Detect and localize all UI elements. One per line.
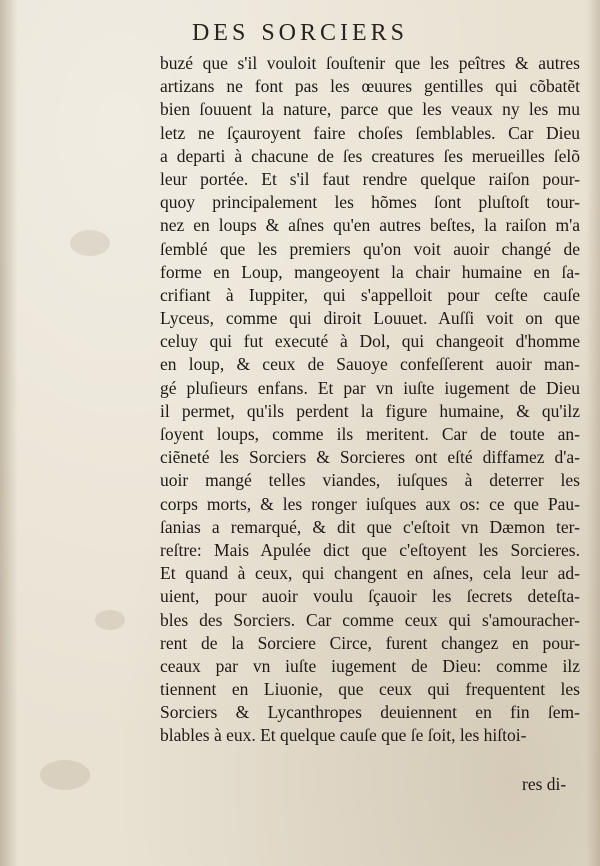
text-line: Et quand à ceux, qui changent en aſnes, cela leur ad- — [160, 563, 580, 584]
running-head-word: SORCIERS — [261, 20, 409, 46]
running-head-word: DES — [191, 20, 250, 46]
text-line: ciẽneté les Sorciers & Sorcieres ont eſté diffamez d'a- — [160, 447, 580, 468]
text-line: crifiant à Iuppiter, qui s'appelloit pour ceſte cauſe — [160, 284, 580, 305]
text-line: uoir mangé telles viandes, iuſques à deterrer les — [160, 470, 580, 491]
text-line: forme en Loup, mangeoyent la chair humaine en ſa- — [160, 261, 580, 282]
text-line: celuy qui fut executé à Dol, qui changeoit d'homme — [160, 331, 580, 352]
text-line: reſtre: Mais Apulée dict que c'eſtoyent les Sorcieres. — [160, 539, 580, 560]
text-line: quoy principalement les hõmes ſont pluſtoſt tour- — [160, 192, 580, 213]
text-line: artizans ne font pas les œuures gentilles qui cõbatẽt — [160, 76, 580, 97]
text-line: en loup, & ceux de Sauoye confeſſerent auoir man- — [160, 354, 580, 375]
running-head — [0, 20, 600, 47]
text-line: tiennent en Liuonie, que ceux qui frequentent les — [160, 679, 580, 700]
text-line: gé pluſieurs enfans. Et par vn iuſte iugement de Dieu — [160, 377, 580, 398]
text-line: ceaux par vn iuſte iugement de Dieu: comme ilz — [160, 655, 580, 676]
text-line: ſanias a remarqué, & dit que c'eſtoit vn Dæmon ter- — [160, 516, 580, 537]
text-line: bles des Sorciers. Car comme ceux qui s'amouracher- — [160, 609, 580, 630]
paper-stain — [95, 610, 125, 630]
text-line: corps morts, & les ronger iuſques aux os: ce que Pau- — [160, 493, 580, 514]
text-line: Lyceus, comme qui diroit Louuet. Auſſi voit on que — [160, 308, 580, 329]
catchword: res di- — [522, 774, 567, 794]
text-line: bien ſouuent la nature, parce que les veaux ny les mu — [160, 99, 580, 120]
text-line: buzé que s'il vouloit ſouſtenir que les peîtres & autres — [160, 53, 580, 73]
text-line: blables à eux. Et quelque cauſe que ſe ſoit, les hiſtoi- — [160, 725, 527, 746]
text-line: Sorciers & Lycanthropes deuiennent en fin ſem- — [160, 702, 580, 723]
paper-stain — [40, 760, 90, 790]
text-line: letz ne ſçauroyent faire choſes ſemblables. Car Dieu — [160, 122, 580, 143]
body-text — [160, 52, 580, 748]
text-line: ſemblé que les premiers qu'on voit auoir changé de — [160, 238, 580, 259]
text-line: ſoyent loups, comme ils meritent. Car de toute an- — [160, 424, 580, 444]
text-line: uient, pour auoir voulu ſçauoir les ſecrets deteſta- — [160, 586, 580, 607]
paper-stain — [70, 230, 110, 256]
text-line: leur portée. Et s'il faut rendre quelque raiſon pour- — [160, 168, 580, 189]
text-line: a departi à chacune de ſes creatures ſes merueilles ſelõ — [160, 145, 580, 166]
text-line: nez en loups & aſnes qu'en autres beſtes, la raiſon m'a — [160, 215, 580, 236]
text-line: rent de la Sorciere Circe, furent changez en pour- — [160, 632, 580, 653]
text-line: il permet, qu'ils perdent la figure humaine, & qu'ilz — [160, 400, 580, 421]
